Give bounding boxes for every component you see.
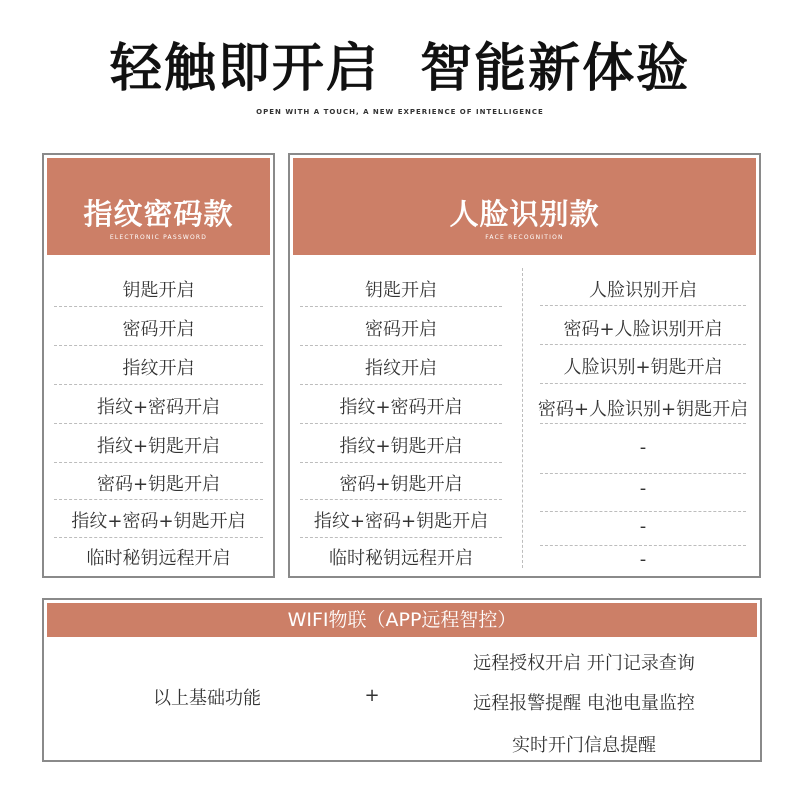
face-card-left-item: 指纹+密码+钥匙开启 [313, 511, 489, 532]
face-card-title: 人脸识别款 [449, 197, 600, 231]
face-card-right-divider [540, 423, 746, 424]
face-card-left-item: 临时秘钥远程开启 [329, 548, 473, 569]
fingerprint-card-item: 指纹+钥匙开启 [96, 436, 221, 457]
face-card-subtitle: FACE RECOGNITION [485, 234, 564, 241]
fingerprint-card-divider [54, 537, 263, 538]
face-card-right-item: - [639, 437, 647, 458]
face-card-right-divider [540, 545, 746, 546]
face-card-left-item: 指纹开启 [365, 358, 437, 379]
fingerprint-card-divider [54, 306, 263, 307]
fingerprint-card-header [47, 158, 270, 255]
face-card-right-item: 人脸识别开启 [589, 280, 697, 301]
page-subtitle: OPEN WITH A TOUCH, A NEW EXPERIENCE OF INTELLIGENCE [256, 108, 544, 116]
fingerprint-card-item: 指纹开启 [122, 358, 195, 379]
face-card-left-item: 钥匙开启 [365, 280, 437, 301]
face-card-left-divider [300, 462, 502, 463]
fingerprint-card-item: 指纹+密码开启 [96, 397, 221, 418]
fingerprint-card [42, 153, 275, 578]
face-card-right-divider [540, 383, 746, 384]
fingerprint-card-divider [54, 384, 263, 385]
face-card-right-item: 密码+人脸识别开启 [563, 319, 723, 340]
wifi-card-title: WIFI物联（APP远程智控） [47, 603, 757, 637]
face-card-right-item: 密码+人脸识别+钥匙开启 [537, 399, 749, 420]
face-card-left-item: 密码+钥匙开启 [339, 474, 463, 495]
fingerprint-card-divider [54, 499, 263, 500]
fingerprint-card-title: 指纹密码款 [83, 197, 234, 231]
face-card-left-divider [300, 423, 502, 424]
face-card-right-item: - [639, 516, 647, 537]
face-card [288, 153, 761, 578]
face-card-left-item: 指纹+密码开启 [339, 397, 463, 418]
face-card-right-divider [540, 305, 746, 306]
face-card-header [293, 158, 756, 255]
face-card-right-item: - [639, 549, 647, 570]
base-features-label: 以上基础功能 [153, 688, 261, 709]
wifi-feature-2: 远程报警提醒 电池电量监控 [473, 693, 695, 714]
wifi-card [42, 598, 762, 762]
face-card-right-item: 人脸识别+钥匙开启 [563, 357, 723, 378]
fingerprint-card-item: 密码开启 [122, 319, 195, 340]
face-card-right-divider [540, 511, 746, 512]
plus-sign: + [364, 685, 380, 706]
fingerprint-card-item: 指纹+密码+钥匙开启 [71, 511, 246, 532]
face-card-left-divider [300, 537, 502, 538]
face-card-left-divider [300, 384, 502, 385]
fingerprint-card-subtitle: ELECTRONIC PASSWORD [109, 234, 208, 241]
fingerprint-card-divider [54, 345, 263, 346]
wifi-feature-1: 远程授权开启 开门记录查询 [473, 653, 695, 674]
fingerprint-card-item: 钥匙开启 [122, 280, 195, 301]
face-card-right-divider [540, 344, 746, 345]
page-title: 轻触即开启 智能新体验 [109, 39, 691, 99]
face-card-left-divider [300, 499, 502, 500]
fingerprint-card-item: 临时秘钥远程开启 [86, 548, 231, 569]
column-divider [522, 268, 523, 568]
face-card-left-item: 密码开启 [365, 319, 437, 340]
wifi-feature-3: 实时开门信息提醒 [512, 735, 656, 756]
face-card-left-divider [300, 345, 502, 346]
face-card-right-item: - [639, 478, 647, 499]
fingerprint-card-divider [54, 423, 263, 424]
fingerprint-card-item: 密码+钥匙开启 [96, 474, 221, 495]
fingerprint-card-divider [54, 462, 263, 463]
face-card-left-item: 指纹+钥匙开启 [339, 436, 463, 457]
face-card-left-divider [300, 306, 502, 307]
face-card-right-divider [540, 473, 746, 474]
